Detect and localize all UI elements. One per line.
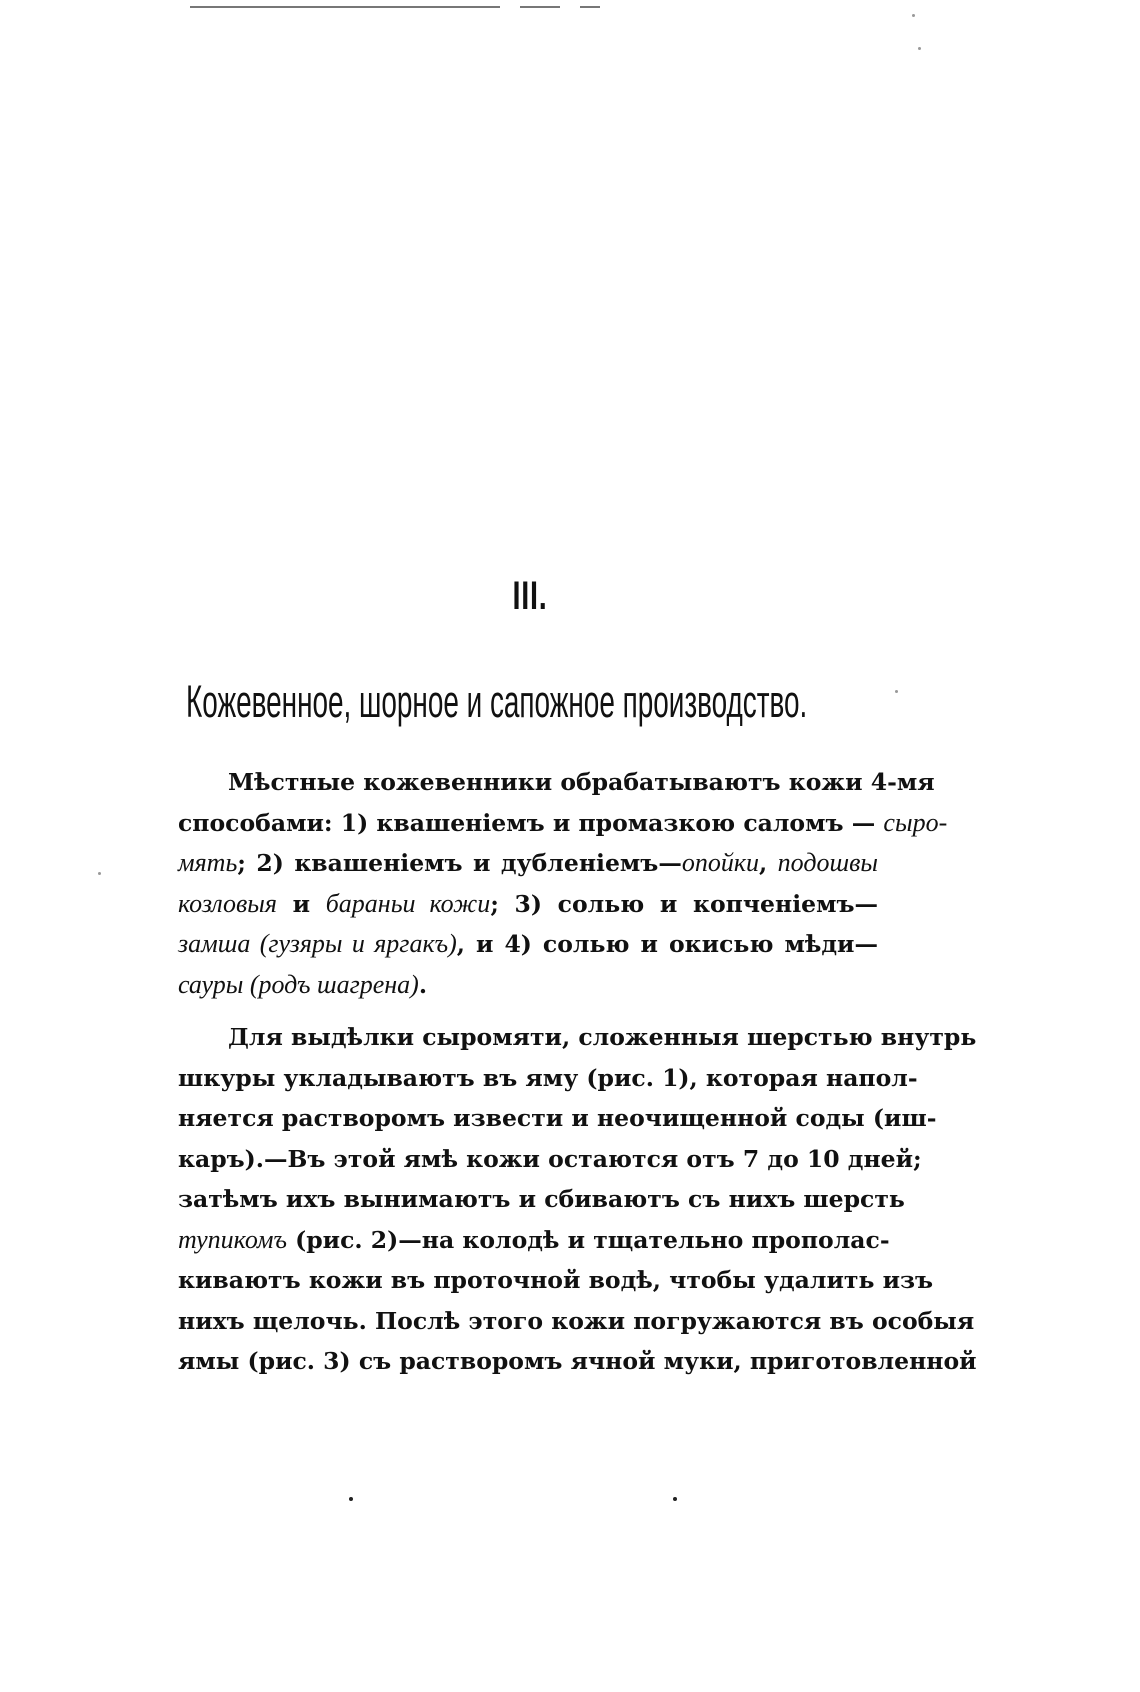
text-line (178, 1017, 977, 1058)
text-line (178, 1220, 890, 1261)
text-line (178, 1058, 918, 1099)
text-line (178, 803, 948, 844)
italic-term: сыро- (883, 807, 948, 837)
italic-term: бараньи кожи (325, 888, 491, 918)
text-line (178, 924, 878, 965)
text-run: ; 2) квашеніемъ и дубленіемъ— (237, 849, 682, 877)
scan-edge-mark (190, 6, 500, 8)
text-run: шкуры укладываютъ въ яму (рис. 1), которая напол- (178, 1063, 918, 1092)
text-run: способами: 1) квашеніемъ и промазкою саломъ — (178, 808, 884, 837)
italic-term: козловыя (178, 888, 277, 918)
text-run: (рис. 2)—на колодѣ и тщательно прополас- (286, 1225, 890, 1254)
italic-term: тупикомъ (178, 1224, 287, 1254)
page-dot (673, 1497, 677, 1501)
scan-speck (918, 47, 921, 50)
text-run: Для выдѣлки сыромяти, сложенныя шерстью внутрь (228, 1023, 977, 1051)
text-run: каръ).—Въ этой ямѣ кожи остаются отъ 7 до 10 дней; (178, 1144, 922, 1173)
paragraph-gap (178, 1005, 878, 1017)
text-run: . (418, 970, 428, 999)
text-run: киваютъ кожи въ проточной водѣ, чтобы удалить изъ (178, 1266, 934, 1294)
page-dot (349, 1497, 353, 1501)
text-run: нихъ щелочь. Послѣ этого кожи погружаются въ особыя (178, 1306, 975, 1335)
italic-term: опойки (681, 848, 760, 877)
text-line (178, 1301, 975, 1342)
text-run: и (276, 889, 326, 918)
text-line (178, 1139, 922, 1180)
scan-edge-mark (520, 6, 560, 8)
text-line (178, 1179, 905, 1220)
text-line (178, 884, 878, 925)
text-line (178, 1341, 977, 1382)
text-run: , (759, 849, 778, 877)
scan-speck (912, 14, 915, 17)
italic-term: подошвы (777, 848, 878, 877)
text-run: , и 4) солью и окисью мѣди— (456, 930, 878, 958)
chapter-numeral: III. (512, 574, 548, 618)
italic-term: мять (178, 848, 238, 877)
text-line (178, 965, 878, 1006)
text-line (178, 762, 935, 803)
text-line (178, 1098, 937, 1139)
scan-speck (98, 872, 101, 875)
italic-term: сауры (родъ шагрена) (178, 969, 419, 999)
body-text (178, 762, 977, 1382)
text-run: затѣмъ ихъ вынимаютъ и сбиваютъ съ нихъ шерсть (178, 1185, 905, 1213)
scan-edge-mark (580, 6, 600, 8)
text-run: ; 3) солью и копченіемъ— (490, 889, 879, 918)
text-run: Мѣстные кожевенники обрабатываютъ кожи 4-мя (228, 768, 935, 796)
text-line (178, 1260, 934, 1301)
text-run: няется растворомъ извести и неочищенной соды (иш- (178, 1104, 937, 1132)
chapter-title: Кожевенное, шорное и сапожное производство. (186, 676, 808, 727)
text-line (178, 843, 878, 884)
text-run: ямы (рис. 3) съ растворомъ ячной муки, приготовленной (178, 1347, 977, 1375)
italic-term: замша (гузяры и яргакъ) (178, 929, 457, 958)
